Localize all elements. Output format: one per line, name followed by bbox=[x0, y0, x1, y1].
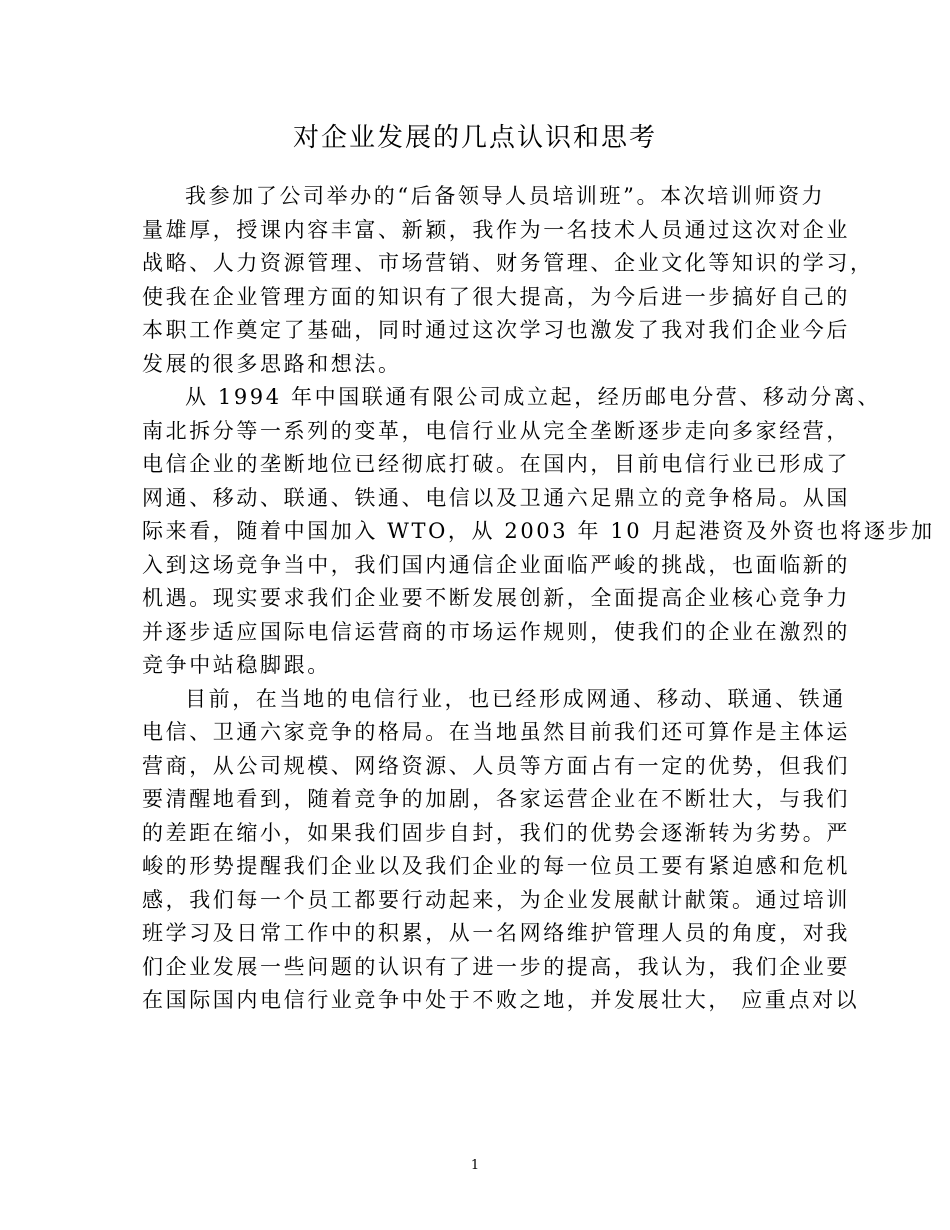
text-line: 网通、移动、联通、铁通、电信以及卫通六足鼎立的竞争格局。从国 bbox=[142, 485, 850, 510]
paragraph bbox=[142, 180, 874, 381]
text-line: 电信企业的垄断地位已经彻底打破。在国内，目前电信行业已形成了 bbox=[142, 452, 850, 476]
text-line: 入到这场竞争当中，我们国内通信企业面临严峻的挑战，也面临新的 bbox=[142, 552, 850, 577]
text-line: 本职工作奠定了基础，同时通过这次学习也激发了我对我们企业今后 bbox=[142, 318, 850, 342]
text-line: 发展的很多思路和想法。 bbox=[142, 351, 402, 376]
text-line: 峻的形势提醒我们企业以及我们企业的每一位员工要有紧迫感和危机 bbox=[142, 854, 850, 878]
text-line: 竞争中站稳脚跟。 bbox=[142, 653, 331, 677]
paragraph bbox=[142, 683, 860, 1018]
document-title: 对企业发展的几点认识和思考 bbox=[292, 123, 657, 153]
text-line: 们企业发展一些问题的认识有了进一步的提高，我认为，我们企业要 bbox=[142, 954, 850, 979]
text-line: 机遇。现实要求我们企业要不断发展创新，全面提高企业核心竞争力 bbox=[142, 586, 850, 610]
text-line: 在国际国内电信行业竞争中处于不败之地，并发展壮大， 应重点对以 bbox=[142, 988, 860, 1012]
text-line: 目前，在当地的电信行业，也已经形成网通、移动、联通、铁通 bbox=[185, 686, 846, 711]
page-number: 1 bbox=[470, 1158, 480, 1173]
text-line: 我参加了公司举办的“后备领导人员培训班”。本次培训师资力 bbox=[185, 184, 826, 208]
paragraph bbox=[142, 381, 935, 683]
text-line: 班学习及日常工作中的积累，从一名网络维护管理人员的角度，对我 bbox=[142, 921, 850, 945]
text-line: 际来看，随着中国加入 WTO，从 2003 年 10 月起港资及外资也将逐步加 bbox=[142, 519, 935, 543]
text-line: 的差距在缩小，如果我们固步自封，我们的优势会逐渐转为劣势。严 bbox=[142, 820, 850, 845]
text-line: 要清醒地看到，随着竞争的加剧，各家运营企业在不断壮大，与我们 bbox=[142, 787, 850, 811]
text-line: 感，我们每一个员工都要行动起来，为企业发展献计献策。通过培训 bbox=[142, 887, 850, 912]
document-body bbox=[142, 180, 935, 1018]
text-line: 并逐步适应国际电信运营商的市场运作规则，使我们的企业在激烈的 bbox=[142, 619, 850, 644]
text-line: 使我在企业管理方面的知识有了很大提高，为今后进一步搞好自己的 bbox=[142, 284, 850, 309]
text-line: 电信、卫通六家竞争的格局。在当地虽然目前我们还可算作是主体运 bbox=[142, 720, 850, 744]
text-line: 营商，从公司规模、网络资源、人员等方面占有一定的优势，但我们 bbox=[142, 753, 850, 778]
text-line: 量雄厚，授课内容丰富、新颖，我作为一名技术人员通过这次对企业 bbox=[142, 217, 850, 242]
text-line: 战略、人力资源管理、市场营销、财务管理、企业文化等知识的学习， bbox=[142, 251, 874, 275]
text-line: 南北拆分等一系列的变革，电信行业从完全垄断逐步走向多家经营， bbox=[142, 418, 850, 443]
text-line: 从 1994 年中国联通有限公司成立起，经历邮电分营、移动分离、 bbox=[185, 385, 881, 409]
